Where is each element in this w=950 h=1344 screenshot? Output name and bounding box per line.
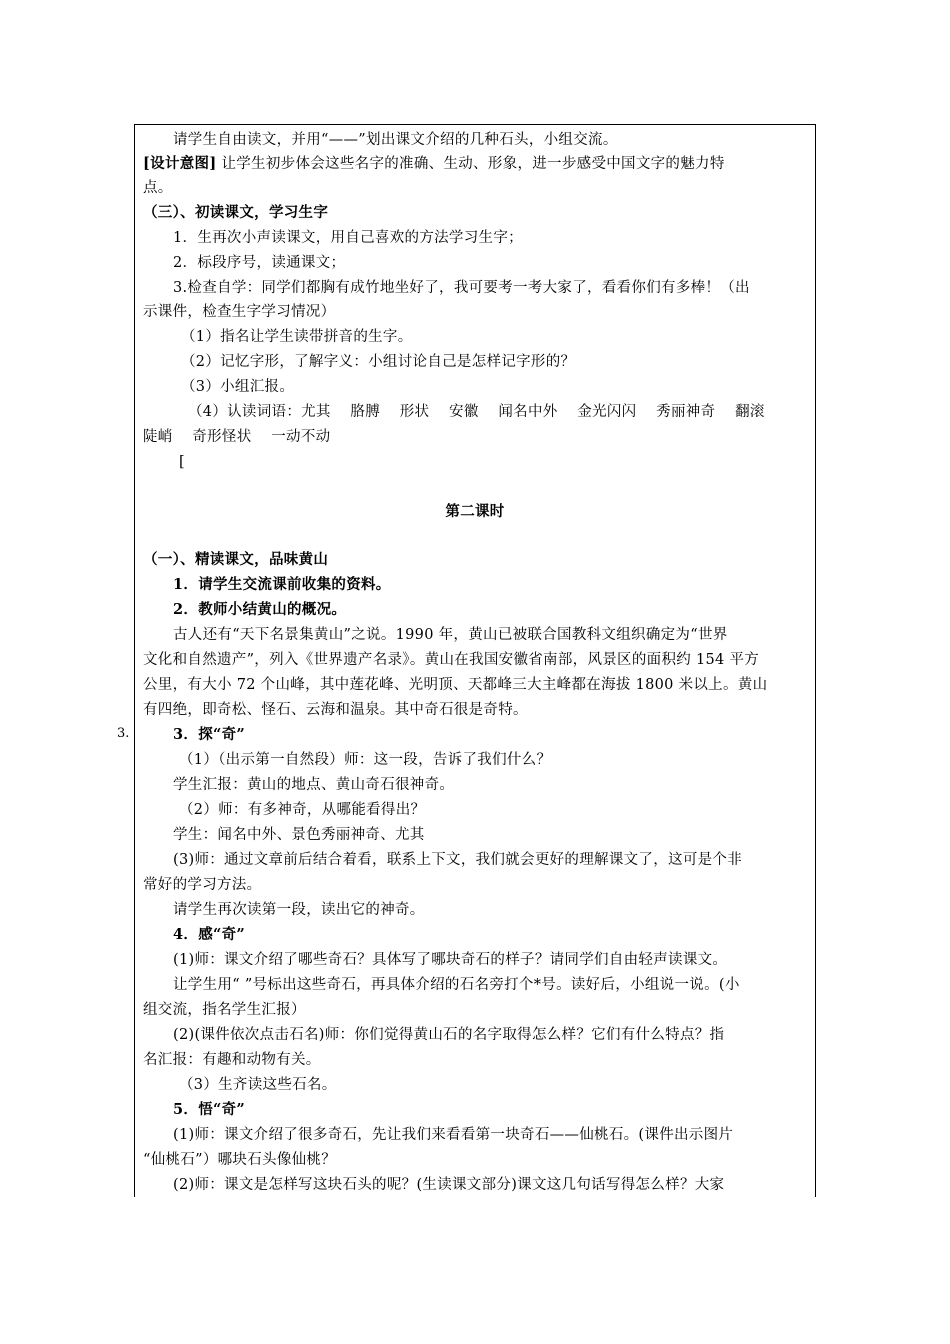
- step-heading: 3．探“奇”: [173, 726, 246, 743]
- text-line: 文化和自然遗产”，列入《世界遗产名录》。黄山在我国安徽省南部，风景区的面积约 154 平方: [143, 652, 760, 668]
- text-line: （1）指名让学生读带拼音的生字。: [181, 329, 413, 345]
- text-line: 学生：闻名中外、景色秀丽神奇、尤其: [173, 827, 425, 843]
- text-line: (1)师：课文介绍了很多奇石，先让我们来看看第一块奇石——仙桃石。(课件出示图片: [173, 1127, 734, 1143]
- step-heading: 2．教师小结黄山的概况。: [173, 601, 347, 618]
- text-line: 3.检查自学：同学们都胸有成竹地坐好了，我可要考一考大家了，看看你们有多棒！（出: [173, 280, 750, 296]
- text-line: (2)师：课文是怎样写这块石头的呢？(生读课文部分)课文这几句话写得怎么样？大家: [173, 1177, 725, 1193]
- text-line: 请学生自由读文，并用“——”划出课文介绍的几种石头，小组交流。: [173, 132, 618, 148]
- lesson-heading: 第二课时: [445, 503, 505, 520]
- text-line: 请学生再次读第一段，读出它的神奇。: [173, 902, 425, 918]
- text-line: 组交流，指名学生汇报）: [143, 1002, 306, 1018]
- text-line: 学生汇报：黄山的地点、黄山奇石很神奇。: [173, 777, 455, 793]
- text-line: (2)(课件依次点击石名)师：你们觉得黄山石的名字取得怎么样？它们有什么特点？指: [173, 1027, 725, 1043]
- text-line: 示课件，检查生字学习情况）: [143, 304, 336, 320]
- text-line: (3)师：通过文章前后结合着看，联系上下文，我们就会更好的理解课文了，这可是个非: [173, 852, 743, 868]
- text-line: 2．标段序号，读通课文；: [173, 255, 346, 271]
- text-line: 公里，有大小 72 个山峰，其中莲花峰、光明顶、天都峰三大主峰都在海拔 1800 米以上。黄山: [143, 677, 768, 693]
- text-line: 点。: [143, 180, 173, 196]
- text-line: 名汇报：有趣和动物有关。: [143, 1052, 321, 1068]
- step-heading: 1．请学生交流课前收集的资料。: [173, 576, 391, 593]
- text-line: (1)师：课文介绍了哪些奇石？具体写了哪块奇石的样子？请同学们自由轻声读课文。: [173, 952, 728, 968]
- text-line: “仙桃石”）哪块石头像仙桃？: [143, 1152, 337, 1168]
- text-line: [143, 152, 813, 176]
- step-heading: 5．悟“奇”: [173, 1101, 246, 1118]
- text-line: （3）小组汇报。: [181, 379, 295, 395]
- text-line: 让学生用“ ”号标出这些奇石，再具体介绍的石名旁打个*号。读好后，小组说一说。(小: [173, 977, 740, 993]
- text-line: 常好的学习方法。: [143, 877, 262, 893]
- section-heading: （三）、初读课文，学习生字: [143, 204, 329, 221]
- text-line: （1）（出示第一自然段）师：这一段，告诉了我们什么？: [179, 752, 552, 768]
- vocab-line: （4）认读词语：尤其 胳膊 形状 安徽 闻名中外 金光闪闪 秀丽神奇 翻滚: [188, 404, 765, 420]
- section-heading: （一）、精读课文，品味黄山: [143, 551, 329, 568]
- vocab-line: 陡峭 奇形怪状 一动不动: [143, 429, 331, 445]
- text-line: 1．生再次小声读课文，用自己喜欢的方法学习生字；: [173, 230, 523, 246]
- text-line: （3）生齐读这些石名。: [179, 1077, 337, 1093]
- text-line: （2）师：有多神奇，从哪能看得出？: [179, 802, 426, 818]
- step-heading: 4．感“奇”: [173, 926, 246, 943]
- text-line: （2）记忆字形，了解字义：小组讨论自己是怎样记字形的？: [181, 354, 576, 370]
- text-line: 古人还有“天下名景集黄山”之说。1990 年，黄山已被联合国教科文组织确定为“世界: [173, 627, 728, 643]
- text-line: [: [179, 454, 185, 470]
- design-intent-label: [设计意图]: [143, 155, 217, 172]
- margin-marker: 3.: [117, 726, 130, 741]
- text-line: 有四绝，即奇松、怪石、云海和温泉。其中奇石很是奇特。: [143, 702, 528, 718]
- design-intent-text: 让学生初步体会这些名字的准确、生动、形象，进一步感受中国文字的魅力特: [216, 156, 725, 172]
